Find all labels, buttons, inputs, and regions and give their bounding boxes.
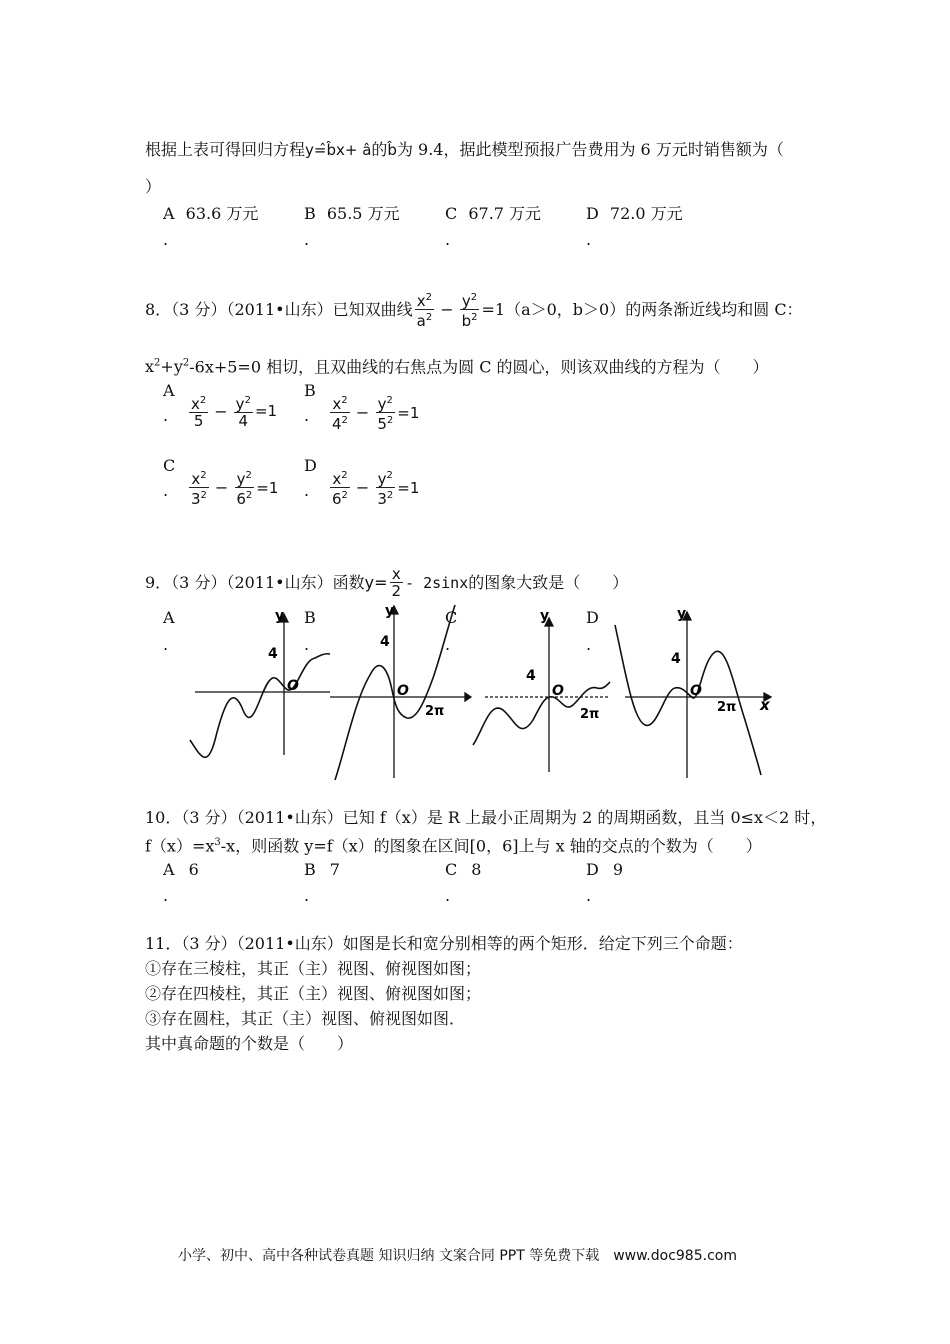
q9-option-c-letter[interactable]: C [445, 608, 458, 627]
numerator: y [377, 470, 387, 488]
numerator: x [191, 470, 201, 488]
dot: . [586, 230, 592, 249]
q9-option-a-letter[interactable]: A [163, 608, 175, 627]
four-label: 4 [526, 668, 536, 684]
denominator: 5 [193, 412, 204, 430]
fraction: $\frac{x^2}{3^2}$ [191, 470, 207, 508]
option-letter: A [163, 204, 175, 223]
origin-label: O [287, 678, 299, 694]
dot: . [586, 886, 592, 905]
q10-line2-a: f（x）=x [145, 836, 215, 856]
option-text: 6 [188, 860, 199, 879]
dot: . [445, 635, 451, 654]
fraction: $\frac{x^2}{4^2}$ [332, 395, 348, 433]
q7-close-paren: ） [145, 177, 162, 196]
q10-line2: $f(x)=x^3-x$，则函数 y=f（x）的图象在区间[0，6]上与 x 轴的交点的个数为（ ） [145, 836, 762, 856]
q9-tail: 的图象大致是（ ） [468, 572, 629, 592]
q7-option-a[interactable] [163, 204, 258, 224]
q7-option-c[interactable] [445, 204, 541, 224]
origin-label: O [552, 683, 564, 699]
fraction: $\frac{x^2}{6^2}$ [332, 470, 348, 508]
q8-option-c-letter[interactable]: C [163, 456, 176, 475]
curve [615, 625, 761, 775]
arrow-icon [465, 693, 471, 701]
q9-graph-c[interactable] [473, 618, 610, 772]
numerator: y [236, 470, 246, 488]
footer-text[interactable]: 小学、初中、高中各种试卷真题 知识归纳 文案合同 PPT 等免费下载 www.doc985.com [178, 1248, 737, 1264]
y-label: y [540, 608, 550, 624]
option-text: 63.6 万元 [185, 204, 259, 223]
dot: . [163, 481, 169, 500]
dot: . [304, 406, 310, 425]
q9-option-b-letter[interactable]: B [304, 608, 316, 627]
numerator: y [235, 395, 245, 413]
curve [190, 654, 330, 758]
q10-option-d[interactable] [586, 860, 623, 880]
option-text: 9 [612, 860, 624, 879]
dot: . [163, 406, 169, 425]
option-letter: C [445, 860, 458, 879]
dot: . [586, 635, 592, 654]
option-text: 65.5 万元 [326, 204, 400, 223]
minus-sign: − [214, 401, 228, 421]
q8-option-a-letter[interactable]: A [163, 381, 175, 400]
q11-item-2: ②存在四棱柱，其正（主）视图、俯视图如图； [145, 984, 482, 1003]
equals-one: =1 [256, 478, 279, 497]
q11-line1: 11．（3 分）（2011•山东）如图是长和宽分别相等的两个矩形．给定下列三个命题： [145, 934, 743, 953]
dot: . [163, 230, 169, 249]
origin-label: O [397, 683, 409, 699]
q9-graphs [185, 600, 785, 785]
equals-one: =1 [254, 402, 278, 420]
dot: . [304, 230, 310, 249]
four-label: 4 [268, 646, 278, 662]
q9-func-y: y= [364, 572, 388, 592]
q10-line2-b: -x，则函数 y=f（x）的图象在区间[0，6]上与 x 轴的交点的个数为（ ） [220, 836, 762, 856]
q8-head: 8．（3 分）（2011•山东）已知双曲线 [145, 299, 413, 319]
two-pi-label: 2π [425, 704, 445, 719]
curve [335, 605, 458, 780]
numerator: x [391, 565, 401, 583]
numerator: x [332, 395, 342, 413]
denominator: 2 [391, 582, 402, 600]
option-letter: B [304, 860, 316, 879]
q8-option-b-formula[interactable] [328, 393, 419, 432]
two-pi-label: 2π [580, 707, 600, 722]
q7-b-hat: b̂ [387, 141, 397, 159]
q8-option-d-formula[interactable] [328, 468, 419, 507]
dot: . [163, 886, 169, 905]
y-label: y [275, 608, 285, 624]
dot: . [445, 886, 451, 905]
option-letter: D [586, 860, 599, 879]
numerator: y [377, 395, 387, 413]
q9-line1 [145, 566, 628, 599]
option-text: 8 [471, 860, 482, 879]
q8-option-a-formula[interactable] [187, 393, 277, 429]
q7-line1 [145, 140, 784, 160]
option-letter: B [304, 204, 316, 223]
equals-one: =1 [397, 403, 420, 422]
option-letter: C [445, 204, 458, 223]
q8-circle-eq: $x^2+y^2$ [145, 357, 190, 377]
q8-option-d-letter[interactable]: D [304, 456, 317, 475]
q7-text-c: 为 9.4，据此模型预报广告费用为 6 万元时销售额为（ [396, 140, 784, 159]
denominator: 4 [332, 415, 342, 433]
q7-text-a: 根据上表可得回归方程 [145, 140, 306, 159]
fraction: $\frac{y^2}{3^2}$ [377, 470, 394, 508]
option-letter: A [163, 860, 175, 879]
minus-sign: − [440, 299, 454, 319]
two-pi-label: 2π [717, 700, 737, 715]
denominator: 6 [332, 490, 342, 508]
q8-fraction-y2-b2: $\frac{y^2}{b^2}$ [461, 292, 478, 330]
denominator: 3 [377, 490, 387, 508]
denominator: 5 [377, 415, 387, 433]
q10-option-c[interactable] [445, 860, 481, 880]
q8-option-c-formula[interactable] [187, 468, 278, 507]
q8-line2-text: -6x+5=0 相切，且双曲线的右焦点为圆 C 的圆心，则该双曲线的方程为（ ） [189, 357, 769, 377]
q7-text-b: 的 [371, 140, 388, 159]
numerator: x [332, 470, 342, 488]
four-label: 4 [380, 634, 390, 650]
q7-option-b[interactable] [304, 204, 400, 224]
fraction: $\frac{y^2}{4}$ [235, 395, 251, 430]
q9-fraction [389, 566, 403, 599]
q8-fraction-x2-a2: $\frac{x^2}{a^2}$ [416, 292, 433, 330]
q9-func-tail: - 2sinx [405, 573, 469, 592]
numerator: x [191, 395, 200, 413]
equals-one: =1 [397, 478, 420, 497]
dot: . [304, 886, 310, 905]
q9-option-d-letter[interactable]: D [586, 608, 599, 627]
q11-last: 其中真命题的个数是（ ） [145, 1034, 354, 1053]
q9-head: 9．（3 分）（2011•山东）函数 [145, 572, 365, 592]
q10-option-a[interactable] [163, 860, 199, 880]
q7-option-d[interactable] [586, 204, 683, 224]
dot: . [304, 481, 310, 500]
dot: . [445, 230, 451, 249]
q9-graph-a[interactable] [190, 614, 330, 757]
option-text: 67.7 万元 [468, 204, 542, 223]
denominator: 4 [238, 412, 249, 430]
minus-sign: − [355, 478, 370, 497]
option-letter: D [586, 204, 599, 223]
option-text: 72.0 万元 [609, 204, 683, 223]
denominator: 6 [236, 490, 246, 508]
q8-line1 [145, 290, 803, 329]
q11-item-1: ①存在三棱柱，其正（主）视图、俯视图如图； [145, 959, 482, 978]
fraction: $\frac{y^2}{5^2}$ [377, 395, 394, 433]
y-label: y [385, 603, 395, 619]
fraction: $\frac{x^2}{5}$ [191, 395, 207, 430]
q8-option-b-letter[interactable]: B [304, 381, 316, 400]
option-text: 7 [329, 860, 340, 879]
minus-sign: − [355, 403, 370, 422]
q10-line1: 10．（3 分）（2011•山东）已知 f（x）是 R 上最小正周期为 2 的周期函数，且当 0≤x＜2 时， [145, 808, 827, 827]
x-label: x [760, 696, 770, 714]
dot: . [304, 635, 310, 654]
four-label: 4 [671, 651, 681, 667]
fraction: $\frac{y^2}{6^2}$ [236, 470, 253, 508]
q7-regression-formula: y=̂b̂x+ â [305, 141, 372, 159]
q8-line2 [145, 354, 769, 377]
q8-condition: =1（a＞0，b＞0）的两条渐近线均和圆 C： [481, 299, 803, 319]
q10-option-b[interactable] [304, 860, 340, 880]
denominator: 3 [191, 490, 201, 508]
minus-sign: − [214, 478, 229, 497]
origin-label: O [690, 683, 702, 699]
y-label: y [677, 606, 687, 622]
q11-item-3: ③存在圆柱，其正（主）视图、俯视图如图． [145, 1009, 466, 1028]
dot: . [163, 635, 169, 654]
